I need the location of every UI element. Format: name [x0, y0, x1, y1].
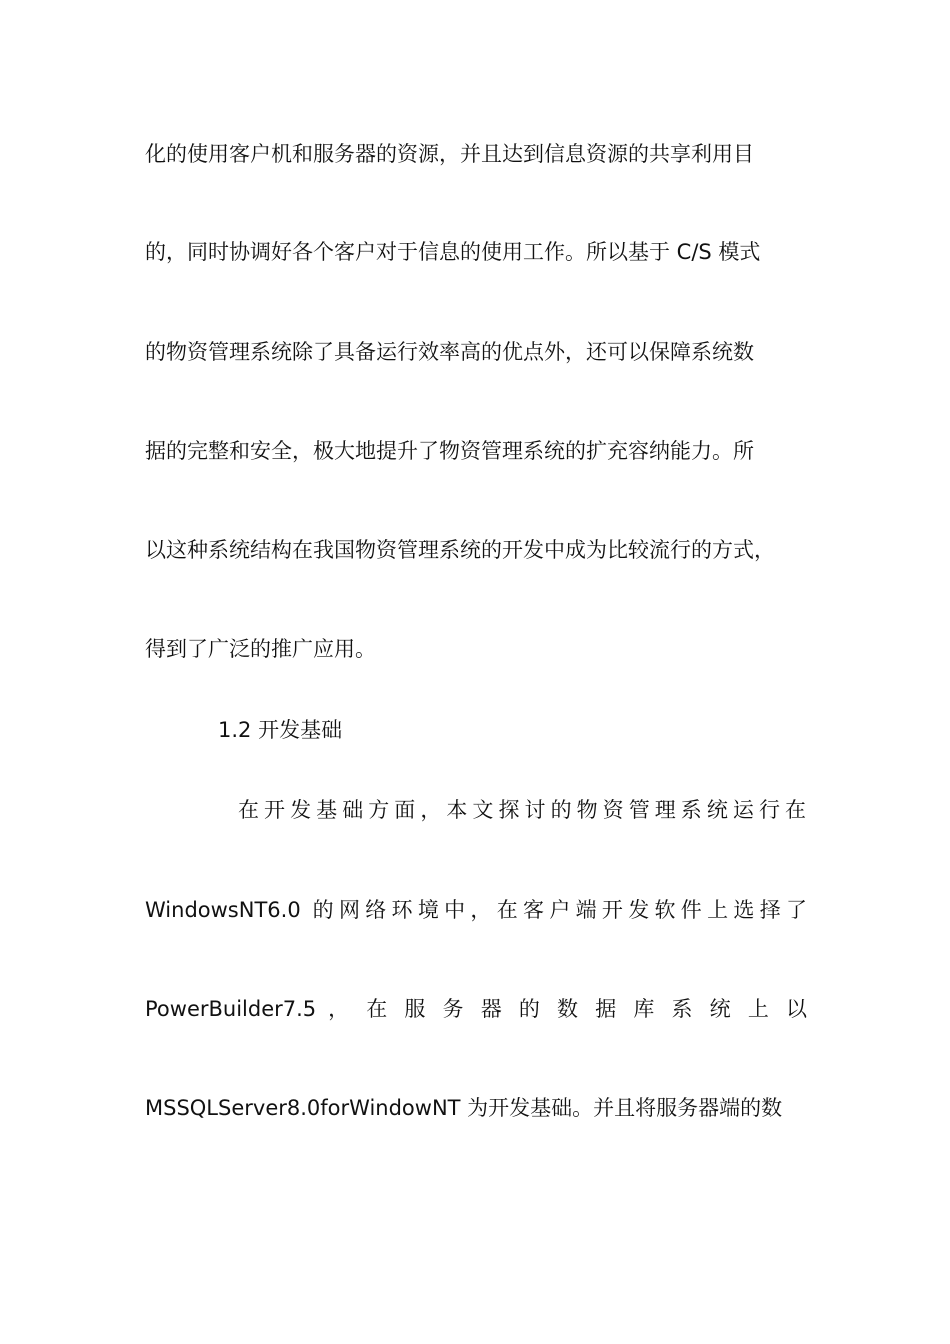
paragraph-line: WindowsNT6.0 的网络环境中，在客户端开发软件上选择了: [145, 898, 807, 922]
paragraph-line: PowerBuilder7.5 ， 在 服 务 器 的 数 据 库 系 统 上 以: [145, 997, 807, 1021]
paragraph-line: 的物资管理系统除了具备运行效率高的优点外，还可以保障系统数: [145, 340, 754, 364]
paragraph-line: 以这种系统结构在我国物资管理系统的开发中成为比较流行的方式，: [145, 538, 775, 562]
paragraph-line: MSSQLServer8.0forWindowNT 为开发基础。并且将服务器端的数: [145, 1096, 783, 1120]
paragraph-line: 据的完整和安全，极大地提升了物资管理系统的扩充容纳能力。所: [145, 439, 754, 463]
paragraph-line: 化的使用客户机和服务器的资源，并且达到信息资源的共享利用目: [145, 142, 754, 166]
section-heading: 1.2 开发基础: [218, 718, 343, 742]
paragraph-line: 的，同时协调好各个客户对于信息的使用工作。所以基于 C/S 模式: [145, 240, 761, 264]
paragraph-line: 得到了广泛的推广应用。: [145, 637, 376, 661]
paragraph-line: 在开发基础方面，本文探讨的物资管理系统运行在: [238, 798, 806, 822]
